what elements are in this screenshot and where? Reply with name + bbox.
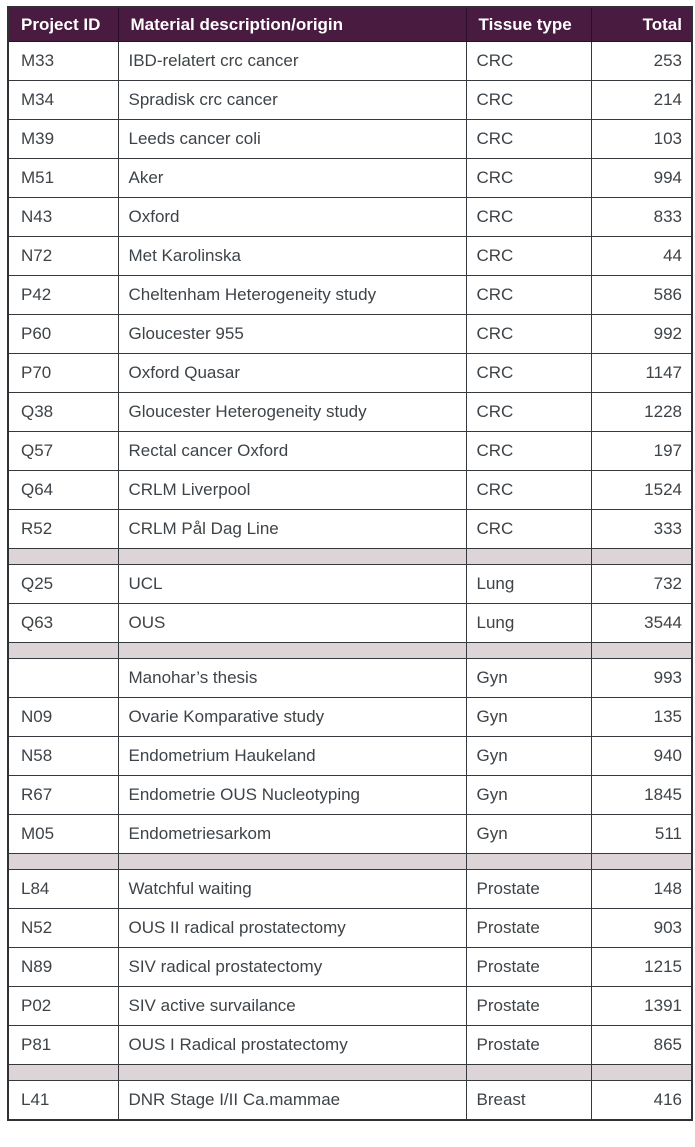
table-row [8,1026,692,1065]
tissue-type-cell: Prostate [466,909,591,948]
total-cell: 333 [591,510,692,549]
separator-cell [466,549,591,565]
tissue-type-cell: Lung [466,604,591,643]
table-row [8,1081,692,1121]
table-row [8,393,692,432]
description-cell: Oxford [118,198,466,237]
tissue-type-cell: Prostate [466,987,591,1026]
total-cell: 1524 [591,471,692,510]
total-cell: 833 [591,198,692,237]
total-cell: 1391 [591,987,692,1026]
project-id-cell: M51 [8,159,118,198]
table-row [8,737,692,776]
description-cell: CRLM Pål Dag Line [118,510,466,549]
table-row [8,948,692,987]
tissue-type-cell: CRC [466,432,591,471]
project-id-cell: N52 [8,909,118,948]
project-id-cell: M05 [8,815,118,854]
description-cell: Ovarie Komparative study [118,698,466,737]
table-row [8,432,692,471]
total-cell: 103 [591,120,692,159]
description-cell: Leeds cancer coli [118,120,466,159]
separator-cell [8,854,118,870]
description-cell: SIV radical prostatectomy [118,948,466,987]
tissue-type-cell: CRC [466,393,591,432]
separator-cell [118,643,466,659]
project-id-cell: N09 [8,698,118,737]
description-cell: Aker [118,159,466,198]
separator-row [8,549,692,565]
project-id-cell: Q64 [8,471,118,510]
separator-cell [466,643,591,659]
description-cell: Watchful waiting [118,870,466,909]
separator-cell [118,854,466,870]
table-row [8,987,692,1026]
total-cell: 148 [591,870,692,909]
project-id-cell: R52 [8,510,118,549]
table-row [8,870,692,909]
separator-cell [8,1065,118,1081]
project-id-cell: M39 [8,120,118,159]
description-cell: UCL [118,565,466,604]
table-row [8,815,692,854]
table-row [8,471,692,510]
table-row [8,81,692,120]
separator-row [8,1065,692,1081]
tissue-type-cell: CRC [466,237,591,276]
project-id-cell: L41 [8,1081,118,1121]
tissue-type-cell: CRC [466,81,591,120]
header-project-id: Project ID [8,7,118,42]
table-row [8,510,692,549]
total-cell: 511 [591,815,692,854]
project-id-cell: P60 [8,315,118,354]
biobank-table [7,6,693,1121]
project-id-cell: Q38 [8,393,118,432]
total-cell: 1228 [591,393,692,432]
total-cell: 1215 [591,948,692,987]
separator-row [8,854,692,870]
table-row [8,315,692,354]
tissue-type-cell: Gyn [466,659,591,698]
total-cell: 214 [591,81,692,120]
total-cell: 940 [591,737,692,776]
project-id-cell: N58 [8,737,118,776]
table-row [8,159,692,198]
total-cell: 253 [591,42,692,81]
description-cell: Endometrie OUS Nucleotyping [118,776,466,815]
description-cell: Gloucester Heterogeneity study [118,393,466,432]
description-cell: Oxford Quasar [118,354,466,393]
tissue-type-cell: Gyn [466,815,591,854]
project-id-cell: P81 [8,1026,118,1065]
table-row [8,42,692,81]
tissue-type-cell: Lung [466,565,591,604]
project-id-cell: R67 [8,776,118,815]
description-cell: OUS II radical prostatectomy [118,909,466,948]
total-cell: 197 [591,432,692,471]
description-cell: Endometrium Haukeland [118,737,466,776]
project-id-cell: M34 [8,81,118,120]
separator-cell [591,549,692,565]
tissue-type-cell: CRC [466,510,591,549]
description-cell: Manohar’s thesis [118,659,466,698]
description-cell: Gloucester 955 [118,315,466,354]
tissue-type-cell: Prostate [466,1026,591,1065]
total-cell: 3544 [591,604,692,643]
tissue-type-cell: CRC [466,159,591,198]
project-id-cell: M33 [8,42,118,81]
separator-cell [591,643,692,659]
description-cell: CRLM Liverpool [118,471,466,510]
project-id-cell: Q25 [8,565,118,604]
project-id-cell: Q63 [8,604,118,643]
description-cell: Cheltenham Heterogeneity study [118,276,466,315]
total-cell: 1845 [591,776,692,815]
header-total: Total [591,7,692,42]
total-cell: 135 [591,698,692,737]
tissue-type-cell: CRC [466,42,591,81]
separator-row [8,643,692,659]
tissue-type-cell: Breast [466,1081,591,1121]
table-row [8,565,692,604]
total-cell: 865 [591,1026,692,1065]
description-cell: Spradisk crc cancer [118,81,466,120]
total-cell: 732 [591,565,692,604]
project-id-cell: N43 [8,198,118,237]
total-cell: 992 [591,315,692,354]
table-row [8,120,692,159]
table-body [8,42,692,1121]
table-row [8,659,692,698]
tissue-type-cell: CRC [466,354,591,393]
project-id-cell: N89 [8,948,118,987]
description-cell: Rectal cancer Oxford [118,432,466,471]
header-tissue-type: Tissue type [466,7,591,42]
total-cell: 586 [591,276,692,315]
header-row [8,7,692,42]
tissue-type-cell: CRC [466,276,591,315]
description-cell: Endometriesarkom [118,815,466,854]
total-cell: 44 [591,237,692,276]
total-cell: 903 [591,909,692,948]
tissue-type-cell: Gyn [466,698,591,737]
table-row [8,276,692,315]
tissue-type-cell: Gyn [466,737,591,776]
project-id-cell: P42 [8,276,118,315]
total-cell: 993 [591,659,692,698]
separator-cell [466,1065,591,1081]
table-row [8,909,692,948]
description-cell: OUS I Radical prostatectomy [118,1026,466,1065]
table-row [8,698,692,737]
tissue-type-cell: Prostate [466,948,591,987]
separator-cell [8,549,118,565]
header-description: Material description/origin [118,7,466,42]
description-cell: DNR Stage I/II Ca.mammae [118,1081,466,1121]
table-row [8,604,692,643]
project-id-cell: Q57 [8,432,118,471]
project-id-cell: N72 [8,237,118,276]
table-row [8,198,692,237]
total-cell: 416 [591,1081,692,1121]
tissue-type-cell: CRC [466,471,591,510]
table-row [8,776,692,815]
tissue-type-cell: CRC [466,198,591,237]
project-id-cell: P70 [8,354,118,393]
separator-cell [118,549,466,565]
project-id-cell: L84 [8,870,118,909]
table-header [8,7,692,42]
tissue-type-cell: Gyn [466,776,591,815]
separator-cell [591,854,692,870]
description-cell: IBD-relatert crc cancer [118,42,466,81]
separator-cell [118,1065,466,1081]
description-cell: Met Karolinska [118,237,466,276]
separator-cell [591,1065,692,1081]
total-cell: 994 [591,159,692,198]
description-cell: OUS [118,604,466,643]
table-row [8,354,692,393]
project-id-cell: P02 [8,987,118,1026]
table-row [8,237,692,276]
description-cell: SIV active survailance [118,987,466,1026]
tissue-type-cell: Prostate [466,870,591,909]
tissue-type-cell: CRC [466,120,591,159]
tissue-type-cell: CRC [466,315,591,354]
separator-cell [8,643,118,659]
total-cell: 1147 [591,354,692,393]
project-id-cell [8,659,118,698]
separator-cell [466,854,591,870]
